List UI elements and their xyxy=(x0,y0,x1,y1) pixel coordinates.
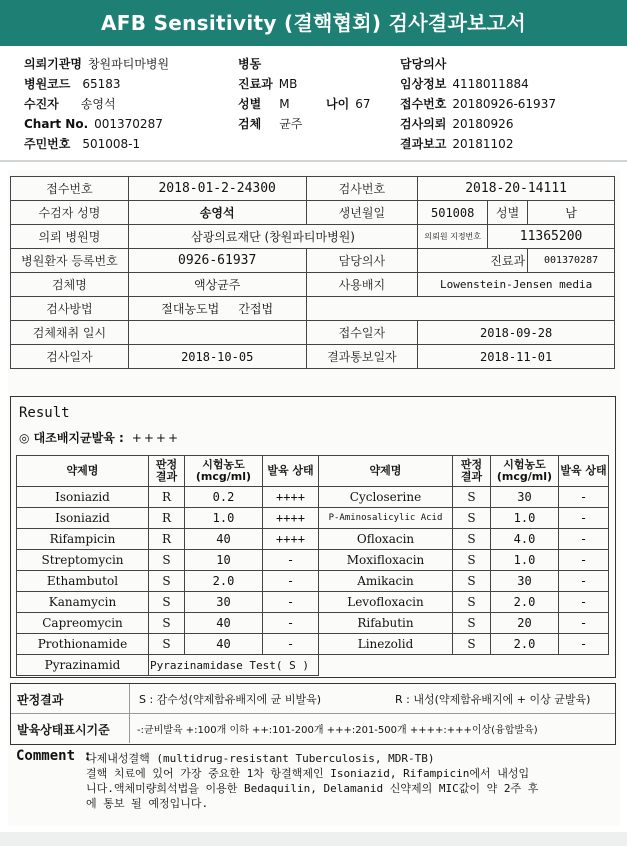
table-row: 검체명 액상균주 사용배지 Lowenstein-Jensen media xyxy=(11,273,615,297)
sex-field: 성별 M xyxy=(238,97,290,111)
ward-field: 병동 xyxy=(238,57,262,71)
reception-no-field: 접수번호 20180926-61937 xyxy=(400,97,556,111)
judgment-legend-row: 판정결과 S : 감수성(약제함유배지에 균 비발육) R : 내성(약제함유배지에 + 이상 균발육) xyxy=(11,684,615,714)
clinical-info-field: 임상정보 4118011884 xyxy=(400,77,529,91)
table-row: Prothionamide S 40 - Linezolid S 2.0 - xyxy=(17,634,609,655)
control-growth: ◎ 대조배지균발육 : ++++ xyxy=(19,431,180,445)
table-row: Capreomycin S 40 - Rifabutin S 20 - xyxy=(17,613,609,634)
doctor-field: 담당의사 xyxy=(400,57,447,71)
table-row: Isoniazid R 1.0 ++++ P-Aminosalicylic Acid S 1.0 - xyxy=(17,508,609,529)
table-row: 의뢰 병원명 삼광의료재단 (창원파티마병원) 의뢰원 지정번호 11365200 xyxy=(11,225,615,249)
table-row: Streptomycin S 10 - Moxifloxacin S 1.0 - xyxy=(17,550,609,571)
table-row: 검사방법 절대농도법 간접법 xyxy=(11,297,615,321)
table-row: 검체채취 일시 접수일자 2018-09-28 xyxy=(11,321,615,345)
table-row: Isoniazid R 0.2 ++++ Cycloserine S 30 - xyxy=(17,487,609,508)
growth-legend-row: 발육상태표시기준 -:균비발육 +:100개 이하 ++:101-200개 +++:201-500개 ++++:+++이상(융합발육) xyxy=(11,714,615,743)
table-row: 병원환자 등록번호 0926-61937 담당의사 진료과 001370287 xyxy=(11,249,615,273)
specimen-field: 검체 균주 xyxy=(238,117,303,131)
dept-field: 진료과 MB xyxy=(238,77,298,91)
header-divider xyxy=(0,160,627,162)
org-field: 의뢰기관명 창원파티마병원 xyxy=(24,57,170,71)
table-row: Pyrazinamid Pyrazinamidase Test( S ) xyxy=(17,655,609,676)
age-field: 나이 67 xyxy=(326,97,371,111)
table-row: 검사일자 2018-10-05 결과통보일자 2018-11-01 xyxy=(11,345,615,369)
result-section xyxy=(10,396,616,678)
report-title: AFB Sensitivity (결핵협회) 검사결과보고서 xyxy=(0,0,627,46)
patient-field: 수진자 송영석 xyxy=(24,97,116,111)
result-title: Result xyxy=(19,405,70,421)
drug-sensitivity-table xyxy=(16,455,609,676)
request-date-field: 검사의뢰 20180926 xyxy=(400,117,514,131)
hospital-code-field: 병원코드 65183 xyxy=(24,77,121,91)
table-row: Kanamycin S 30 - Levofloxacin S 2.0 - xyxy=(17,592,609,613)
specimen-info-table xyxy=(10,176,615,369)
rrn-field: 주민번호 501008-1 xyxy=(24,137,141,151)
chart-no-field: Chart No. 001370287 xyxy=(24,117,163,131)
legend-box xyxy=(10,683,616,745)
table-header-row: 약제명 판정 결과 시험농도 (mcg/ml) 발육 상태 약제명 판정 결과 시험농도 (mcg/ml) 발육 상태 xyxy=(17,456,609,487)
table-row: Ethambutol S 2.0 - Amikacin S 30 - xyxy=(17,571,609,592)
table-row: 수검자 성명 송영석 생년월일 501008 성별 남 xyxy=(11,201,615,225)
report-date-field: 결과보고 20181102 xyxy=(400,137,514,151)
table-row: 접수번호 2018-01-2-24300 검사번호 2018-20-14111 xyxy=(11,177,615,201)
page-bottom-band xyxy=(0,832,627,846)
table-row: Rifampicin R 40 ++++ Ofloxacin S 4.0 - xyxy=(17,529,609,550)
